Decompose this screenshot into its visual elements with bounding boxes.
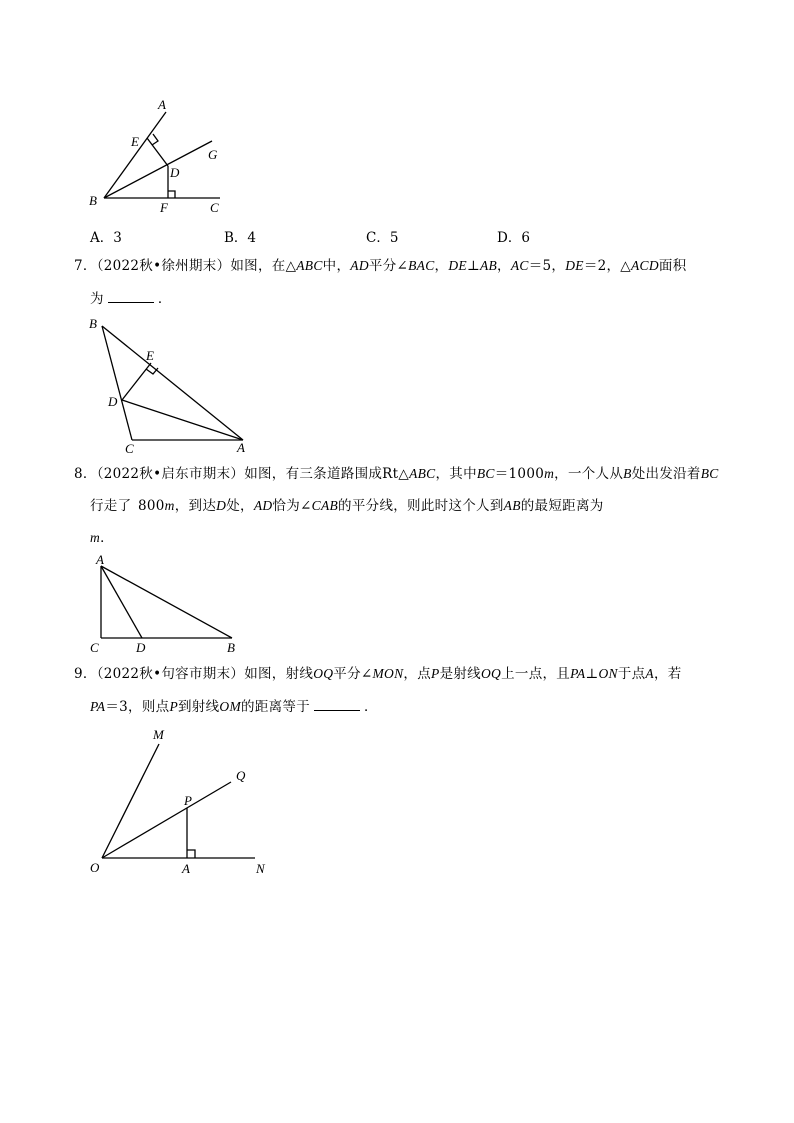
q8-line1 — [74, 464, 719, 484]
q7-figure — [80, 310, 270, 455]
q9-line2 — [90, 696, 378, 717]
q9-u5: OM — [219, 699, 242, 714]
q9-line1 — [74, 664, 682, 684]
q9-t8: OQ — [480, 666, 502, 681]
q7-t11: ， — [497, 258, 511, 274]
q9-u4: 到射线 — [178, 699, 220, 715]
q9-t13: 于点 — [617, 666, 646, 682]
q8-line3 — [90, 528, 114, 548]
q9-t7: 是射线 — [439, 666, 481, 682]
ray-bg — [104, 141, 212, 198]
q9-u6: 的距离等于 — [241, 699, 311, 715]
q7-t8: DE — [448, 258, 467, 273]
q8-t1: 如图，有三条道路围成Rt△ — [244, 466, 410, 482]
q7-t12: AC — [510, 258, 529, 273]
label-c: C — [90, 640, 99, 655]
label-n: N — [256, 861, 265, 876]
q6-figure — [80, 90, 250, 220]
q8-end: ． — [100, 530, 114, 546]
q9-t6: P — [431, 666, 440, 681]
label-c: C — [125, 441, 134, 456]
q9-figure — [80, 720, 280, 880]
q7-line2 — [90, 288, 172, 309]
q9-u7: ． — [364, 699, 378, 715]
q9-number: 9． — [74, 666, 97, 682]
q9-u1: PA — [90, 699, 106, 714]
choice-a[interactable]: A．3 — [90, 230, 122, 246]
q8-u7: 恰为∠ — [272, 498, 312, 514]
choice-c[interactable]: C．5 — [366, 230, 399, 246]
q8-u4: D — [216, 498, 227, 513]
q7-t16: ACD — [630, 258, 659, 273]
q8-u6: AD — [253, 498, 273, 513]
segment-de — [147, 138, 168, 166]
q8-t7: ，一个人从 — [554, 466, 624, 482]
label-c: C — [210, 200, 219, 215]
q8-t5: ＝1000 — [494, 466, 545, 482]
q7-answer-blank[interactable] — [108, 288, 154, 303]
q7-t5: 平分∠ — [368, 258, 409, 274]
label-a: A — [182, 861, 190, 876]
q8-u8: CAB — [311, 498, 339, 513]
q9-t14: A — [645, 666, 654, 681]
q8-t4: BC — [476, 466, 495, 481]
q8-unit: m — [90, 530, 101, 545]
q7-l2-start: 为 — [90, 291, 104, 307]
q8-source: （2022秋•启东市期末） — [96, 466, 245, 482]
q7-t6: BAC — [408, 258, 435, 273]
q7-t4: AD — [350, 258, 369, 273]
q9-t9: 上一点，且 — [501, 666, 571, 682]
q9-t10: PA — [570, 666, 586, 681]
q8-t6: m — [544, 466, 555, 481]
choice-d[interactable]: D．6 — [497, 230, 530, 246]
q7-t14: DE — [565, 258, 584, 273]
q8-line2 — [90, 496, 604, 516]
q8-t9: 处出发沿着 — [631, 466, 701, 482]
q7-t17: 面积 — [658, 258, 687, 274]
q8-u9: 的平分线，则此时这个人到 — [338, 498, 504, 514]
label-b: B — [89, 193, 97, 208]
q7-t15: ＝2，△ — [583, 258, 631, 274]
q9-t5: ，点 — [403, 666, 432, 682]
q8-u11: 的最短距离为 — [520, 498, 604, 514]
segment-de — [122, 363, 151, 400]
ray-ba — [104, 112, 166, 198]
label-e: E — [131, 134, 139, 149]
label-e: E — [146, 348, 154, 363]
q9-t15: ，若 — [653, 666, 682, 682]
q7-number: 7． — [74, 258, 97, 274]
q9-u3: P — [169, 699, 178, 714]
q7-t1: 如图，在△ — [230, 258, 297, 274]
q8-t3: ，其中 — [435, 466, 477, 482]
q7-t13: ＝5， — [528, 258, 566, 274]
q9-answer-blank[interactable] — [314, 696, 360, 711]
q7-t2: ABC — [296, 258, 323, 273]
q8-u10: AB — [503, 498, 521, 513]
label-q: Q — [236, 768, 246, 783]
q9-u2: ＝3，则点 — [105, 699, 170, 715]
q9-t3: 平分∠ — [333, 666, 373, 682]
right-angle-e — [152, 134, 158, 145]
q8-u3: ，到达 — [174, 498, 217, 514]
q9-t1: 如图，射线 — [244, 666, 314, 682]
label-a: A — [237, 440, 245, 455]
q9-t4: MON — [372, 666, 404, 681]
label-g: G — [208, 147, 218, 162]
segment-bc — [102, 326, 132, 440]
q8-u1: 行走了 800 — [90, 498, 165, 514]
label-a: A — [96, 552, 104, 567]
q7-l2-end: ． — [157, 291, 172, 307]
right-angle-f — [168, 191, 175, 198]
label-b: B — [227, 640, 235, 655]
label-o: O — [90, 860, 100, 875]
q9-t11: ⊥ — [585, 666, 599, 682]
q8-figure — [80, 550, 260, 660]
q7-t10: AB — [479, 258, 498, 273]
q8-t10: BC — [700, 466, 719, 481]
q7-source: （2022秋•徐州期末） — [96, 258, 231, 274]
q9-source: （2022秋•句容市期末） — [96, 666, 245, 682]
q8-u5: 处， — [226, 498, 254, 514]
q7-t9: ⊥ — [466, 258, 480, 274]
segment-da — [122, 400, 243, 440]
right-angle-e — [146, 368, 158, 374]
label-b: B — [89, 316, 97, 331]
label-d: D — [108, 394, 118, 409]
segment-ab — [101, 566, 232, 638]
choice-b[interactable]: B．4 — [224, 230, 257, 246]
q8-number: 8． — [74, 466, 97, 482]
right-angle-a — [187, 850, 195, 858]
q7-t3: 中， — [322, 258, 351, 274]
label-m: M — [153, 727, 164, 742]
q8-u2: m — [164, 498, 175, 513]
segment-ba — [102, 326, 243, 440]
q8-t2: ABC — [409, 466, 436, 481]
label-d: D — [170, 165, 180, 180]
q9-t2: OQ — [313, 666, 334, 681]
label-d: D — [136, 640, 146, 655]
label-p: P — [184, 793, 192, 808]
q7-line1 — [74, 256, 687, 276]
label-f: F — [160, 200, 168, 215]
q6-choices — [90, 226, 650, 246]
q9-t12: ON — [598, 666, 618, 681]
label-a: A — [158, 97, 166, 112]
q8-t8: B — [623, 466, 632, 481]
q7-t7: ， — [434, 258, 449, 274]
